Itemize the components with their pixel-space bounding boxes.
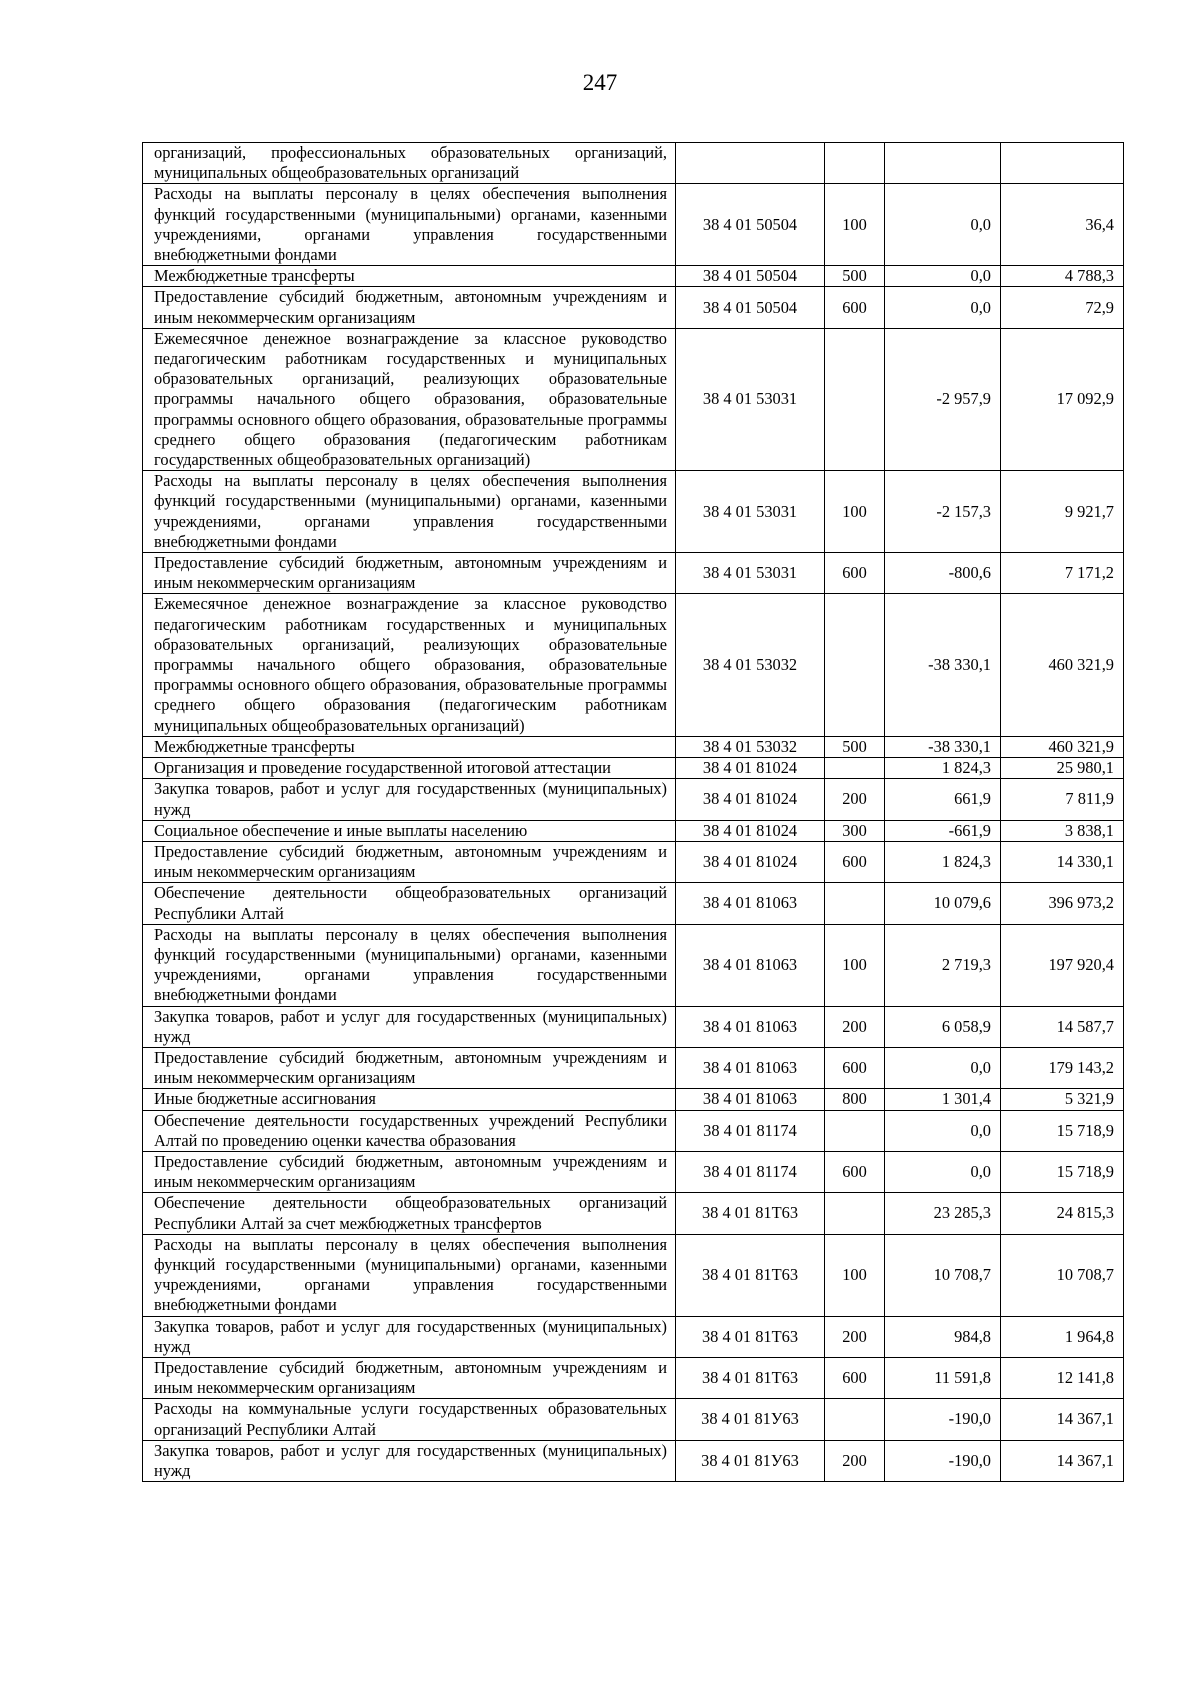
row-expense-type-cell [825,143,885,184]
row-change-cell: 2 719,3 [885,924,1001,1006]
table-row [143,266,1124,287]
row-expense-type-cell: 100 [825,1234,885,1316]
row-name-cell: Расходы на коммунальные услуги государственных образовательных организаций Республики Алтай [143,1399,676,1440]
row-name-cell: организаций, профессиональных образовательных организаций, муниципальных общеобразовательных организаций [143,143,676,184]
row-total-cell: 17 092,9 [1001,328,1124,470]
page-number: 247 [582,70,618,95]
row-total-cell: 15 718,9 [1001,1110,1124,1151]
row-expense-type-cell [825,758,885,779]
table-row [143,1110,1124,1151]
row-code-cell: 38 4 01 53031 [676,553,825,594]
row-code-cell [676,143,825,184]
row-expense-type-cell [825,883,885,924]
row-total-cell: 5 321,9 [1001,1089,1124,1110]
row-change-cell: -2 157,3 [885,471,1001,553]
row-name-cell: Межбюджетные трансферты [143,736,676,757]
row-change-cell: 661,9 [885,779,1001,820]
row-expense-type-cell: 600 [825,553,885,594]
row-expense-type-cell: 600 [825,1357,885,1398]
row-expense-type-cell: 100 [825,924,885,1006]
row-code-cell: 38 4 01 81174 [676,1110,825,1151]
table-row [143,553,1124,594]
table-row [143,471,1124,553]
row-code-cell: 38 4 01 53031 [676,328,825,470]
row-name-cell: Иные бюджетные ассигнования [143,1089,676,1110]
table-row [143,924,1124,1006]
row-total-cell: 7 811,9 [1001,779,1124,820]
row-total-cell: 1 964,8 [1001,1316,1124,1357]
row-total-cell: 460 321,9 [1001,594,1124,736]
row-total-cell: 15 718,9 [1001,1151,1124,1192]
row-expense-type-cell: 300 [825,820,885,841]
row-name-cell: Предоставление субсидий бюджетным, автономным учреждениям и иным некоммерческим организациям [143,553,676,594]
row-change-cell: -800,6 [885,553,1001,594]
row-total-cell: 25 980,1 [1001,758,1124,779]
table-row [143,1357,1124,1398]
row-change-cell: 11 591,8 [885,1357,1001,1398]
row-code-cell: 38 4 01 81024 [676,758,825,779]
table-row [143,1047,1124,1088]
table-row [143,1399,1124,1440]
row-expense-type-cell: 600 [825,287,885,328]
row-name-cell: Предоставление субсидий бюджетным, автономным учреждениям и иным некоммерческим организациям [143,1357,676,1398]
row-expense-type-cell [825,1399,885,1440]
row-change-cell: -2 957,9 [885,328,1001,470]
row-code-cell: 38 4 01 53031 [676,471,825,553]
row-name-cell: Расходы на выплаты персоналу в целях обеспечения выполнения функций государственными (муниципальными) органами, казенными учреждениями, органами управления государственными внебюджетными фондами [143,184,676,266]
row-code-cell: 38 4 01 81Т63 [676,1316,825,1357]
table-row [143,594,1124,736]
row-total-cell: 9 921,7 [1001,471,1124,553]
row-code-cell: 38 4 01 81024 [676,841,825,882]
row-name-cell: Закупка товаров, работ и услуг для государственных (муниципальных) нужд [143,779,676,820]
row-name-cell: Социальное обеспечение и иные выплаты населению [143,820,676,841]
row-code-cell: 38 4 01 81Т63 [676,1193,825,1234]
row-total-cell: 7 171,2 [1001,553,1124,594]
row-code-cell: 38 4 01 81063 [676,1089,825,1110]
row-change-cell: 0,0 [885,184,1001,266]
row-expense-type-cell: 600 [825,1047,885,1088]
table-row [143,1193,1124,1234]
row-name-cell: Расходы на выплаты персоналу в целях обеспечения выполнения функций государственными (муниципальными) органами, казенными учреждениями, органами управления государственными внебюджетными фондами [143,924,676,1006]
row-change-cell: -38 330,1 [885,736,1001,757]
row-total-cell: 14 587,7 [1001,1006,1124,1047]
row-expense-type-cell: 600 [825,841,885,882]
row-change-cell: 1 824,3 [885,841,1001,882]
row-code-cell: 38 4 01 81024 [676,779,825,820]
row-name-cell: Обеспечение деятельности общеобразовательных организаций Республики Алтай за счет межбюджетных трансфертов [143,1193,676,1234]
row-code-cell: 38 4 01 81063 [676,1047,825,1088]
table-row [143,1006,1124,1047]
row-code-cell: 38 4 01 50504 [676,184,825,266]
row-total-cell: 72,9 [1001,287,1124,328]
row-name-cell: Предоставление субсидий бюджетным, автономным учреждениям и иным некоммерческим организациям [143,1047,676,1088]
row-expense-type-cell: 500 [825,266,885,287]
row-total-cell: 4 788,3 [1001,266,1124,287]
row-expense-type-cell: 500 [825,736,885,757]
row-expense-type-cell [825,1193,885,1234]
row-code-cell: 38 4 01 81Т63 [676,1357,825,1398]
row-expense-type-cell: 200 [825,1316,885,1357]
row-change-cell: 0,0 [885,1047,1001,1088]
table-row [143,883,1124,924]
row-change-cell: 1 301,4 [885,1089,1001,1110]
row-change-cell: 10 708,7 [885,1234,1001,1316]
row-expense-type-cell: 100 [825,184,885,266]
row-change-cell: -38 330,1 [885,594,1001,736]
row-change-cell: 0,0 [885,287,1001,328]
table-row [143,287,1124,328]
row-change-cell: 23 285,3 [885,1193,1001,1234]
table-row [143,758,1124,779]
row-name-cell: Закупка товаров, работ и услуг для государственных (муниципальных) нужд [143,1440,676,1481]
row-name-cell: Расходы на выплаты персоналу в целях обеспечения выполнения функций государственными (муниципальными) органами, казенными учреждениями, органами управления государственными внебюджетными фондами [143,471,676,553]
table-row [143,841,1124,882]
row-expense-type-cell: 100 [825,471,885,553]
row-total-cell: 460 321,9 [1001,736,1124,757]
row-name-cell: Ежемесячное денежное вознаграждение за классное руководство педагогическим работникам государственных и муниципальных образовательных организаций, реализующих образовательные программы начального общего образования, образовательные программы основного общего образования, образовательные программы среднего общего образования (педагогическим работникам государственных общеобразовательных организаций) [143,328,676,470]
row-name-cell: Закупка товаров, работ и услуг для государственных (муниципальных) нужд [143,1316,676,1357]
row-code-cell: 38 4 01 81063 [676,1006,825,1047]
row-expense-type-cell: 600 [825,1151,885,1192]
row-name-cell: Закупка товаров, работ и услуг для государственных (муниципальных) нужд [143,1006,676,1047]
row-name-cell: Межбюджетные трансферты [143,266,676,287]
row-code-cell: 38 4 01 81174 [676,1151,825,1192]
table-row [143,328,1124,470]
row-code-cell: 38 4 01 81У63 [676,1440,825,1481]
row-code-cell: 38 4 01 81024 [676,820,825,841]
row-change-cell: 0,0 [885,1110,1001,1151]
table-row [143,1151,1124,1192]
row-change-cell: 0,0 [885,1151,1001,1192]
row-total-cell: 36,4 [1001,184,1124,266]
row-total-cell: 396 973,2 [1001,883,1124,924]
row-change-cell: 984,8 [885,1316,1001,1357]
table-row [143,1440,1124,1481]
row-total-cell: 24 815,3 [1001,1193,1124,1234]
row-change-cell: -190,0 [885,1440,1001,1481]
row-total-cell: 179 143,2 [1001,1047,1124,1088]
row-code-cell: 38 4 01 81063 [676,924,825,1006]
row-name-cell: Предоставление субсидий бюджетным, автономным учреждениям и иным некоммерческим организациям [143,841,676,882]
table-row [143,779,1124,820]
row-name-cell: Предоставление субсидий бюджетным, автономным учреждениям и иным некоммерческим организациям [143,1151,676,1192]
row-change-cell: 10 079,6 [885,883,1001,924]
row-change-cell: 1 824,3 [885,758,1001,779]
row-name-cell: Организация и проведение государственной итоговой аттестации [143,758,676,779]
row-code-cell: 38 4 01 81063 [676,883,825,924]
table-row [143,143,1124,184]
row-name-cell: Ежемесячное денежное вознаграждение за классное руководство педагогическим работникам государственных и муниципальных образовательных организаций, реализующих образовательные программы начального общего образования, образовательные программы основного общего образования, образовательные программы среднего общего образования (педагогическим работникам муниципальных общеобразовательных организаций) [143,594,676,736]
row-code-cell: 38 4 01 81Т63 [676,1234,825,1316]
row-code-cell: 38 4 01 50504 [676,287,825,328]
row-total-cell: 14 367,1 [1001,1399,1124,1440]
table-row [143,184,1124,266]
row-change-cell: 0,0 [885,266,1001,287]
budget-table-body [143,143,1124,1482]
row-name-cell: Обеспечение деятельности общеобразовательных организаций Республики Алтай [143,883,676,924]
row-name-cell: Расходы на выплаты персоналу в целях обеспечения выполнения функций государственными (муниципальными) органами, казенными учреждениями, органами управления государственными внебюджетными фондами [143,1234,676,1316]
row-change-cell: -661,9 [885,820,1001,841]
row-name-cell: Предоставление субсидий бюджетным, автономным учреждениям и иным некоммерческим организациям [143,287,676,328]
row-expense-type-cell: 800 [825,1089,885,1110]
row-total-cell: 3 838,1 [1001,820,1124,841]
row-change-cell [885,143,1001,184]
budget-table [142,142,1124,1482]
row-code-cell: 38 4 01 81У63 [676,1399,825,1440]
row-total-cell [1001,143,1124,184]
row-total-cell: 197 920,4 [1001,924,1124,1006]
row-total-cell: 10 708,7 [1001,1234,1124,1316]
row-expense-type-cell: 200 [825,1006,885,1047]
table-row [143,1234,1124,1316]
row-expense-type-cell [825,1110,885,1151]
row-total-cell: 14 367,1 [1001,1440,1124,1481]
row-expense-type-cell: 200 [825,779,885,820]
row-code-cell: 38 4 01 53032 [676,594,825,736]
row-expense-type-cell [825,594,885,736]
row-change-cell: 6 058,9 [885,1006,1001,1047]
table-row [143,1089,1124,1110]
row-code-cell: 38 4 01 53032 [676,736,825,757]
row-code-cell: 38 4 01 50504 [676,266,825,287]
table-row [143,1316,1124,1357]
row-total-cell: 12 141,8 [1001,1357,1124,1398]
table-row [143,736,1124,757]
row-expense-type-cell: 200 [825,1440,885,1481]
table-row [143,820,1124,841]
row-expense-type-cell [825,328,885,470]
row-total-cell: 14 330,1 [1001,841,1124,882]
row-change-cell: -190,0 [885,1399,1001,1440]
row-name-cell: Обеспечение деятельности государственных учреждений Республики Алтай по проведению оценки качества образования [143,1110,676,1151]
